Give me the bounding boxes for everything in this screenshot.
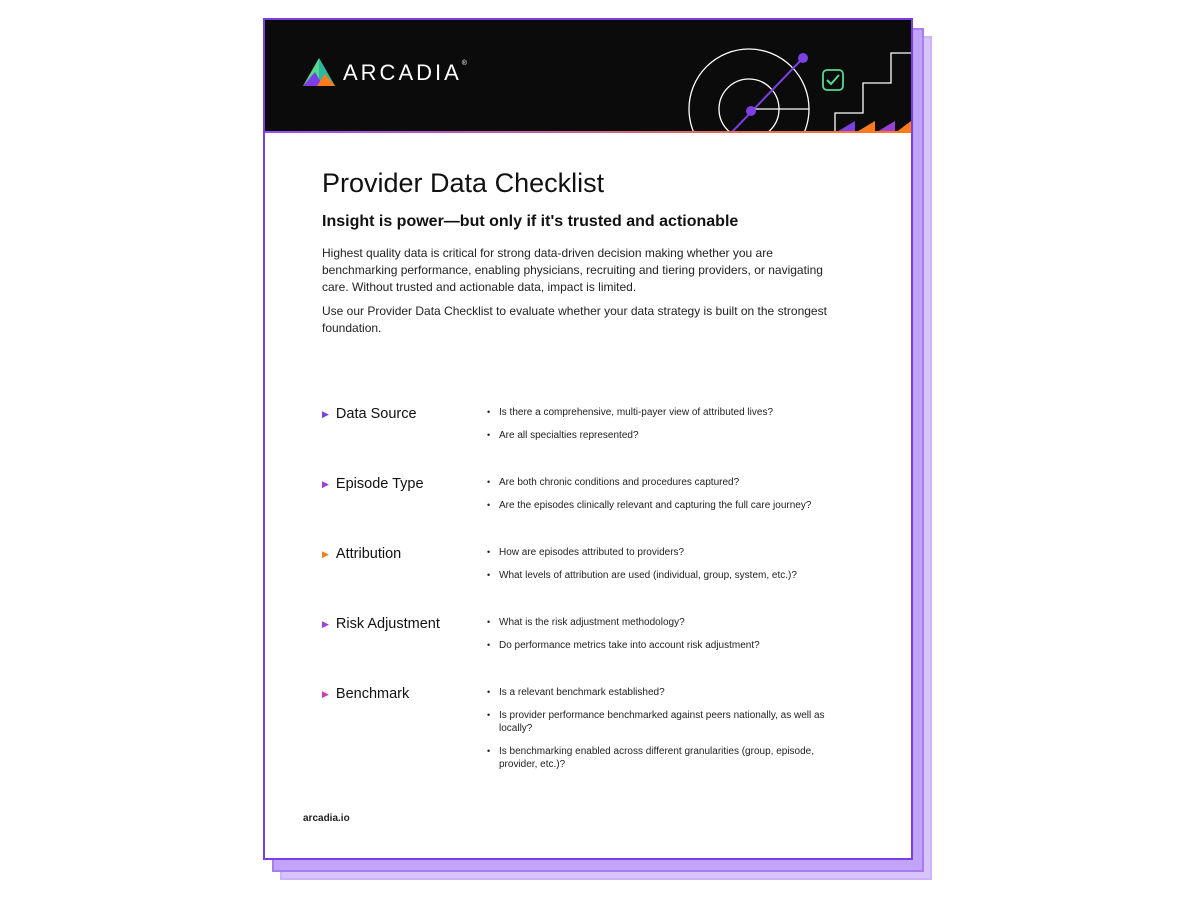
list-item: • Is provider performance benchmarked against peers nationally, as well as locally? — [487, 709, 852, 735]
arrow-right-icon: ▶ — [322, 549, 329, 559]
logo-wordmark: ARCADIA® — [343, 60, 467, 85]
arrow-right-icon: ▶ — [322, 479, 329, 489]
list-item: • What is the risk adjustment methodology? — [487, 616, 852, 629]
document-page — [263, 18, 913, 860]
checklist-item-label: Episode Type — [335, 476, 424, 492]
checklist-item-label: Risk Adjustment — [335, 616, 440, 632]
checklist-item-label: Benchmark — [335, 686, 410, 702]
footer-url: arcadia.io — [303, 813, 350, 824]
list-item: • Are the episodes clinically relevant and capturing the full care journey? — [487, 499, 852, 512]
list-item: • Is benchmarking enabled across different granularities (group, episode, provider, etc.)? — [487, 745, 852, 771]
checklist-item-episode-type — [322, 476, 852, 546]
arrow-right-icon: ▶ — [322, 619, 329, 629]
checklist-item-benchmark — [322, 686, 852, 781]
page-subtitle: Insight is power—but only if it's trusted and actionable — [322, 213, 739, 230]
list-item: • How are episodes attributed to providers? — [487, 546, 852, 559]
checklist — [322, 406, 852, 781]
checklist-item-label: Attribution — [335, 546, 402, 562]
list-item: • What levels of attribution are used (individual, group, system, etc.)? — [487, 569, 852, 582]
checklist-item-label: Data Source — [335, 406, 417, 422]
arrow-right-icon: ▶ — [322, 409, 329, 419]
intro-section — [322, 168, 842, 337]
arrow-right-icon: ▶ — [322, 689, 329, 699]
list-item: • Are both chronic conditions and procedures captured? — [487, 476, 852, 489]
list-item: • Is there a comprehensive, multi-payer view of attributed lives? — [487, 406, 852, 419]
header-graphic — [265, 20, 911, 133]
checklist-item-data-source — [322, 406, 852, 476]
list-item: • Do performance metrics take into account risk adjustment? — [487, 639, 852, 652]
header-banner — [265, 20, 911, 133]
header-gradient-rule — [265, 131, 911, 133]
intro-paragraph: Use our Provider Data Checklist to evaluate whether your data strategy is built on the strongest foundation. — [322, 304, 827, 335]
page-title: Provider Data Checklist — [322, 168, 605, 198]
checklist-item-attribution — [322, 546, 852, 616]
list-item: • Is a relevant benchmark established? — [487, 686, 852, 699]
list-item: • Are all specialties represented? — [487, 429, 852, 442]
intro-paragraph: Highest quality data is critical for strong data-driven decision making whether you are benchmarking performance, enabling physicians, recruiting and tiering providers, or navigating care. Without trusted and actionable data, impact is limited. — [322, 246, 823, 294]
checklist-item-risk-adjustment — [322, 616, 852, 686]
